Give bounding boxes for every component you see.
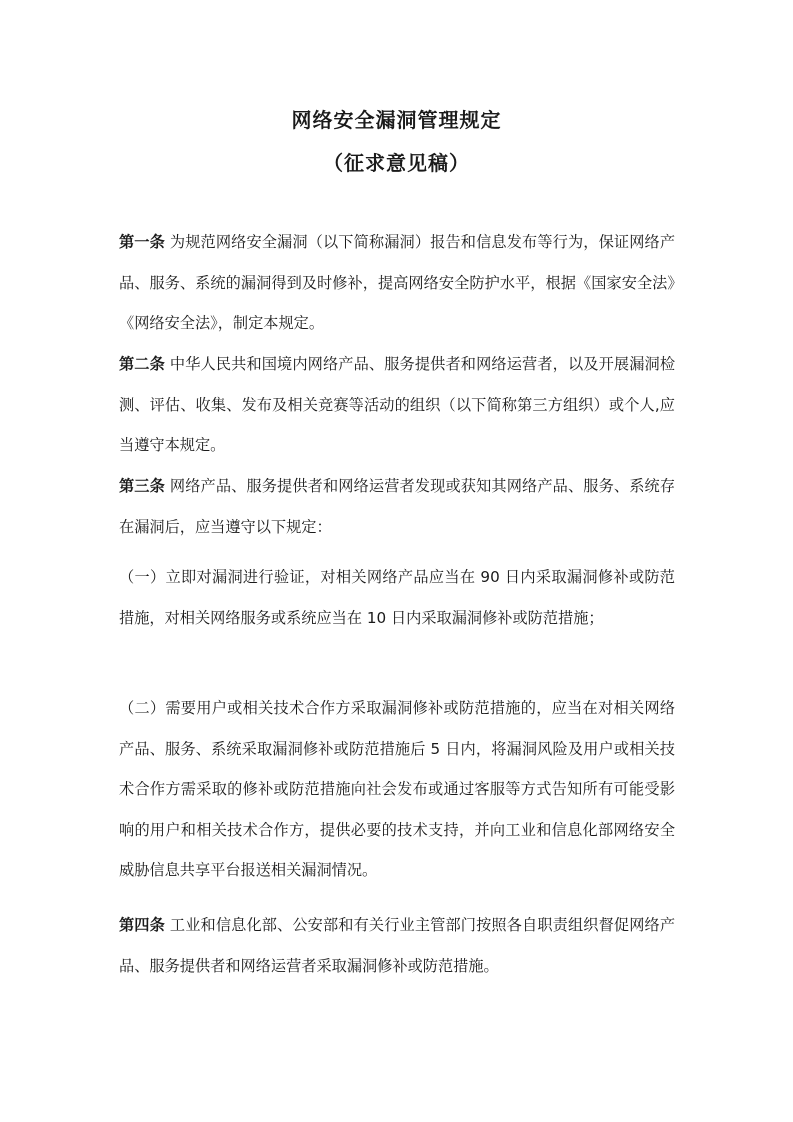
article-3-item-1 <box>119 557 675 638</box>
article-2 <box>119 344 675 466</box>
article-label: 第三条 <box>119 477 165 495</box>
article-text: 为规范网络安全漏洞（以下简称漏洞）报告和信息发布等行为，保证网络产品、服务、系统的漏洞得到及时修补，提高网络安全防护水平，根据《国家安全法》《网络安全法》，制定本规定。 <box>119 233 676 332</box>
document-subtitle: （征求意见稿） <box>323 151 470 175</box>
item-text: （一）立即对漏洞进行验证，对相关网络产品应当在 90 日内采取漏洞修补或防范措施，对相关网络服务或系统应当在 10 日内采取漏洞修补或防范措施； <box>119 568 675 627</box>
article-label: 第二条 <box>119 355 165 373</box>
article-3 <box>119 466 675 547</box>
article-text: 工业和信息化部、公安部和有关行业主管部门按照各自职责组织督促网络产品、服务提供者和网络运营者采取漏洞修补或防范措施。 <box>119 916 676 975</box>
item-text: （二）需要用户或相关技术合作方采取漏洞修补或防范措施的，应当在对相关网络产品、服务、系统采取漏洞修补或防范措施后 5 日内，将漏洞风险及用户或相关技术合作方需采取的修补或防范措施向社会发布或通过客服等方式告知所有可能受影响的用户和相关技术合作方，提供必要的技术支持，并向工业和信息化部网络安全威胁信息共享平台报送相关漏洞情况。 <box>119 699 675 879</box>
article-3-item-2 <box>119 688 675 891</box>
article-4 <box>119 905 675 986</box>
article-label: 第四条 <box>119 916 165 934</box>
document-title: 网络安全漏洞管理规定 <box>291 108 502 132</box>
article-text: 中华人民共和国境内网络产品、服务提供者和网络运营者，以及开展漏洞检测、评估、收集、发布及相关竞赛等活动的组织（以下简称第三方组织）或个人,应当遵守本规定。 <box>119 355 676 454</box>
article-label: 第一条 <box>119 233 165 251</box>
article-text: 网络产品、服务提供者和网络运营者发现或获知其网络产品、服务、系统存在漏洞后，应当遵守以下规定： <box>119 477 676 536</box>
article-1 <box>119 222 675 344</box>
